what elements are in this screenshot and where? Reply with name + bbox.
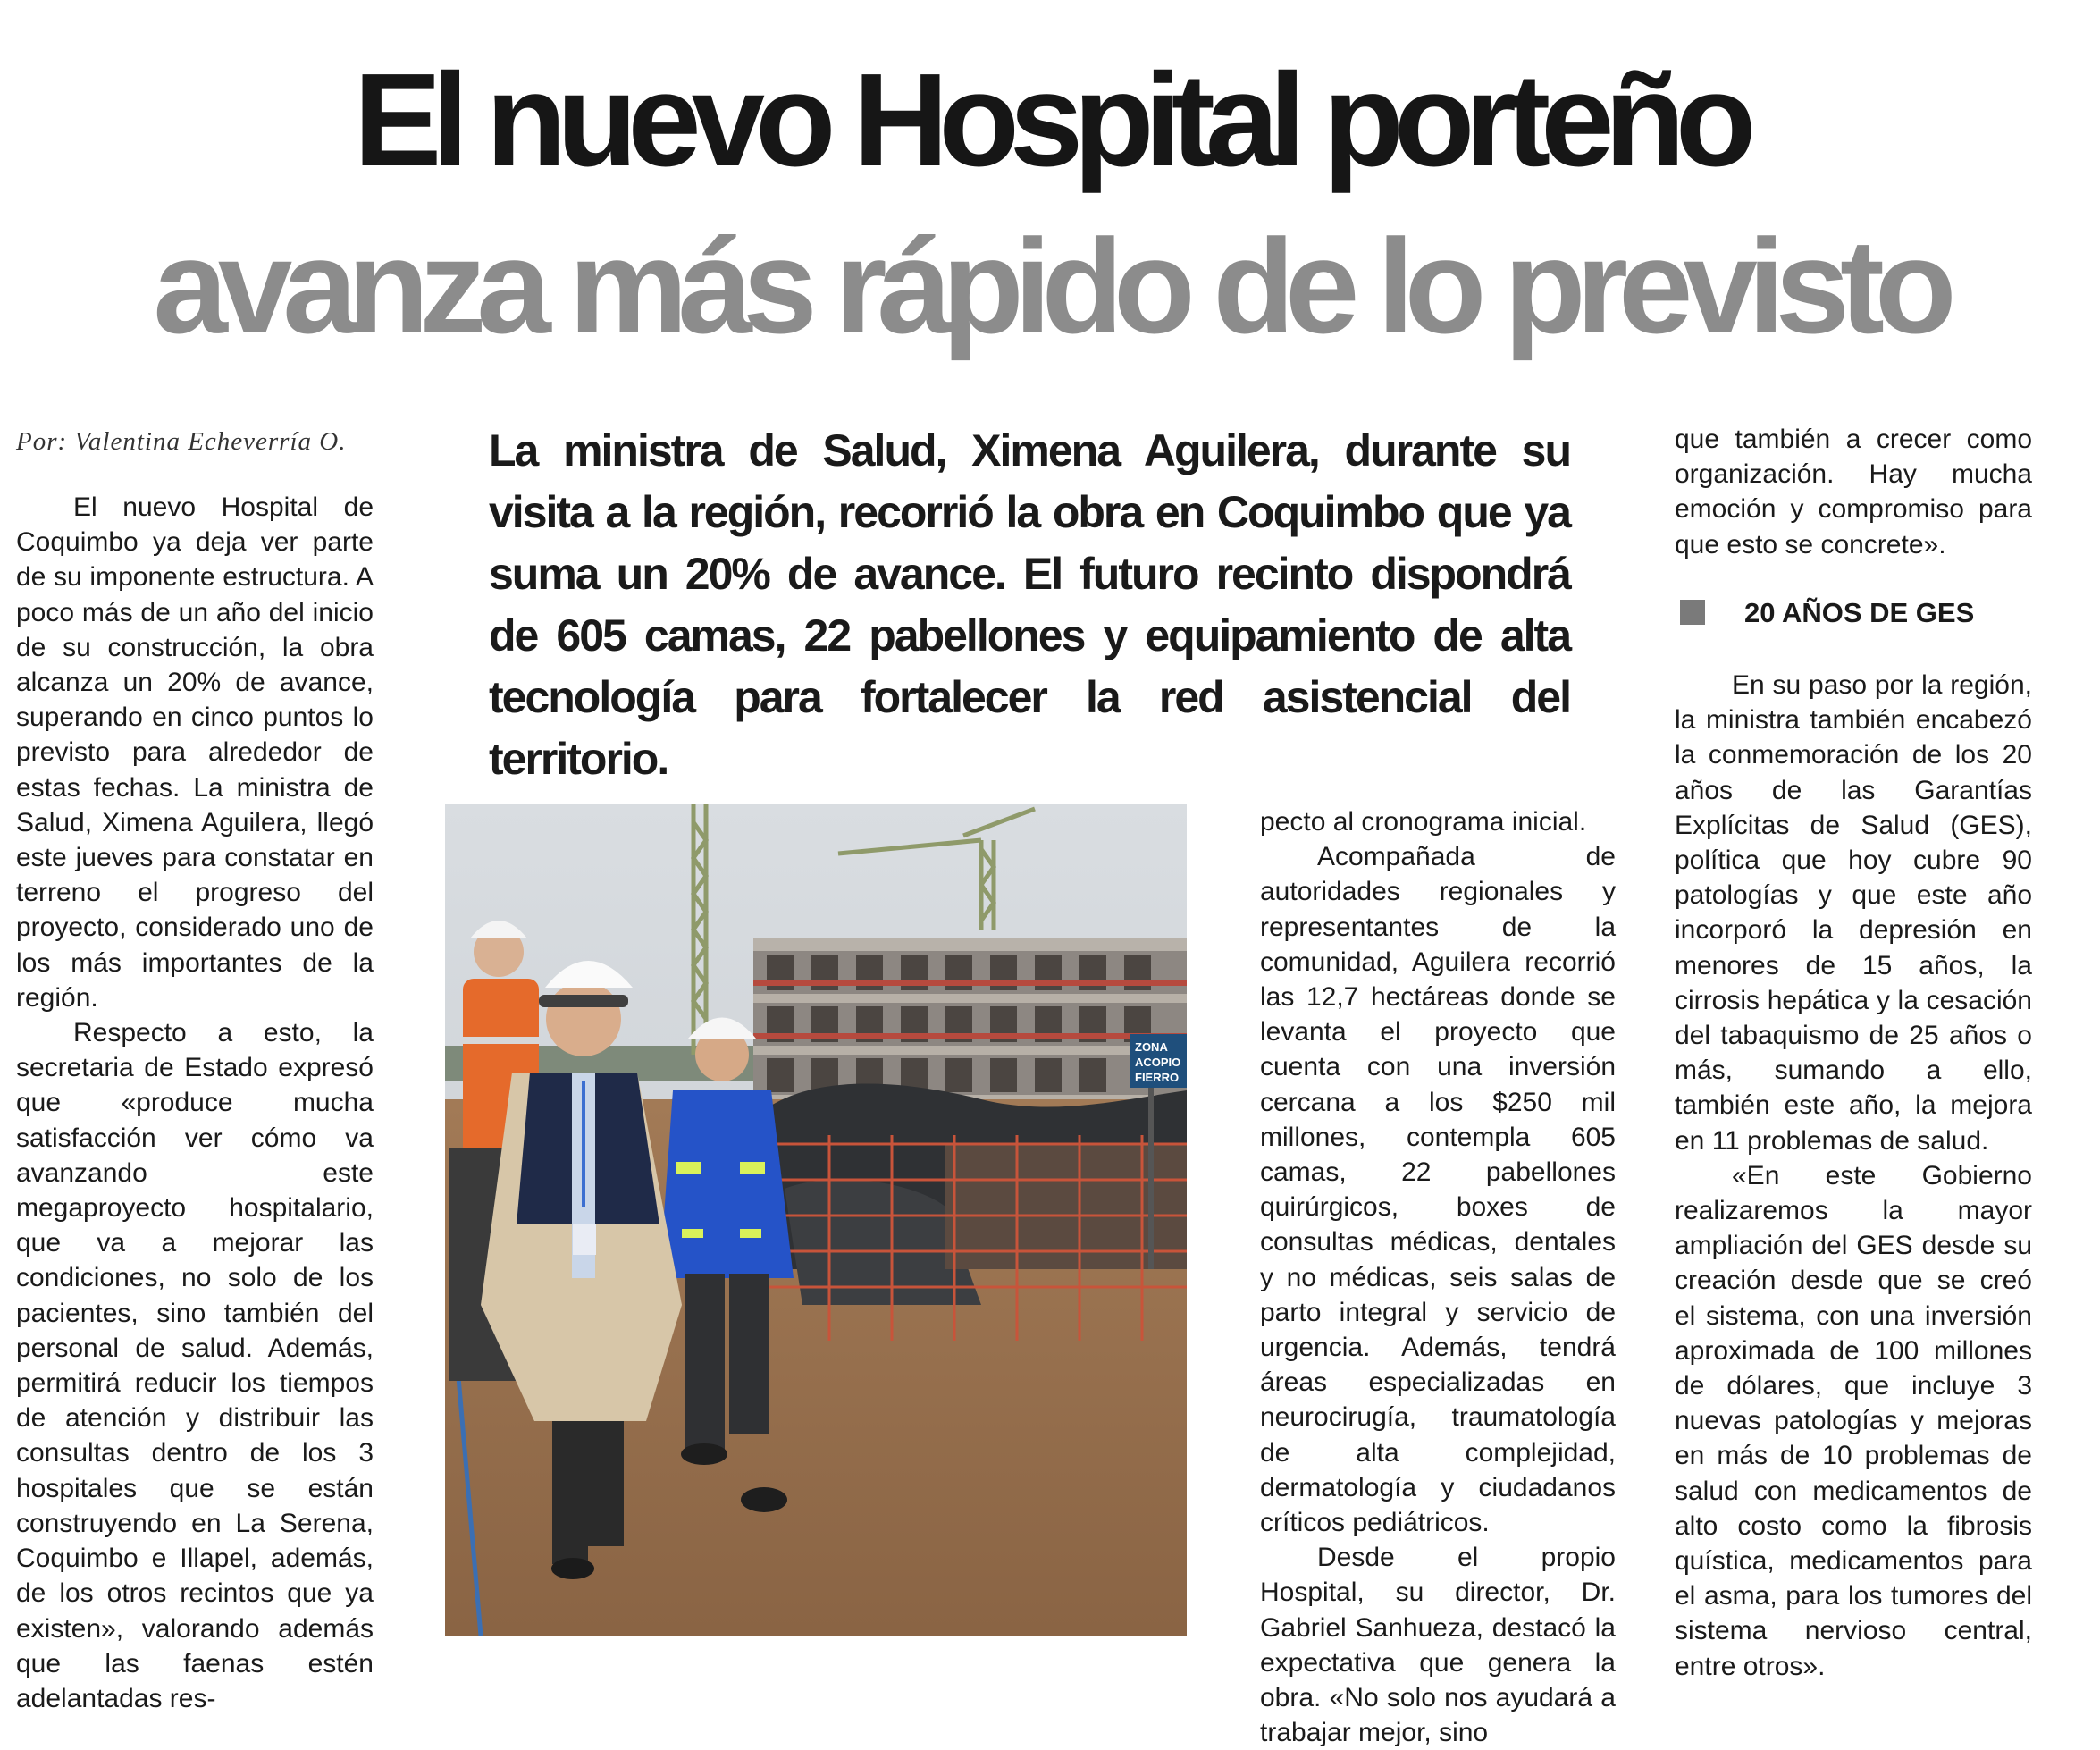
- byline: Por: Valentina Echeverría O.: [16, 427, 347, 456]
- column-2-paragraph: Acompañada de autoridades regionales y representantes de la comunidad, Aguilera recorrió las 12,7 hectáreas donde se levanta el proyecto que cuenta con una inversión cercana a los $250 mil millones, contempla 605 camas, 22 pabellones quirúrgicos, boxes de consultas médicas, dentales y no médicas, seis salas de parto integral y servicio de urgencia. Además, tendrá áreas especializadas en neurocirugía, traumatología de alta complejidad, dermatología y ciudadanos críticos pediátricos.: [1260, 842, 1616, 1538]
- column-1-paragraph: El nuevo Hospital de Coquimbo ya deja ver parte de su imponente estructura. A poco más de un año del inicio de su construcción, la obra alcanza un 20% de avance, superando en cinco puntos lo previsto para alrededor de estas fechas. La ministra de Salud, Ximena Aguilera, llegó este jueves para constatar en terreno el progreso del proyecto, considerado uno de los más importantes de la región.: [16, 492, 374, 1013]
- column-2: [1260, 804, 1616, 1750]
- column-1: [16, 490, 374, 1716]
- sign-line-1: ZONA: [1135, 1040, 1168, 1054]
- column-2-paragraph: Desde el propio Hospital, su director, Dr. Gabriel Sanhueza, destacó la expectativa que genera la obra. «No solo nos ayudará a trabajar mejor, sino: [1260, 1543, 1616, 1748]
- subheading-text: 20 AÑOS DE GES: [1744, 597, 1975, 628]
- sign-line-2: ACOPIO: [1135, 1056, 1181, 1069]
- subheading: [1680, 597, 1974, 629]
- square-bullet-icon: [1680, 600, 1705, 625]
- column-3-top: [1675, 422, 2032, 562]
- sign-line-3: FIERRO: [1135, 1071, 1180, 1084]
- column-3-continuation: que también a crecer como organización. Hay mucha emoción y compromiso para que esto se concrete».: [1675, 425, 2032, 559]
- column-3-paragraph: En su paso por la región, la ministra también encabezó la conmemoración de los 20 años de las Garantías Explícitas de Salud (GES), política que hoy cubre 90 patologías y que este año incorporó la depresión en menores de 15 años, la cirrosis hepática y la cesación del tabaquismo de 25 años o más, sumando a ello, también este año, la mejora en 11 problemas de salud.: [1675, 670, 2032, 1156]
- column-2-paragraph: pecto al cronograma inicial.: [1260, 807, 1587, 837]
- column-1-paragraph: Respecto a esto, la secretaria de Estado expresó que «produce mucha satisfacción ver cómo va avanzando este megaproyecto hospitalario, que va a mejorar las condiciones, no solo de los pacientes, sino también del personal de salud. Además, permitirá reducir los tiempos de atención y distribuir las consultas dentro de los 3 hospitales que se están construyendo en La Serena, Coquimbo e Illapel, además, de los otros recintos que ya existen», valorando además que las faenas estén adelantadas res-: [16, 1018, 374, 1713]
- headline-line-1: El nuevo Hospital porteño: [353, 46, 1747, 194]
- column-3-paragraph: «En este Gobierno realizaremos la mayor ampliación del GES desde su creación desde que se creó el sistema, con una inversión aproximada de 100 millones de dólares, que incluye 3 nuevas patologías y mejoras en más de 10 problemas de salud con medicamentos de alto costo como la fibrosis quística, medicamentos para el asma, para los tumores del sistema nervioso central, entre otros».: [1675, 1160, 2032, 1681]
- column-3: [1675, 668, 2032, 1684]
- headline-line-2: avanza más rápido de lo previsto: [153, 211, 1947, 361]
- article-photo: [445, 804, 1187, 1636]
- lead-paragraph: La ministra de Salud, Ximena Aguilera, durante su visita a la región, recorrió la obra en Coquimbo que ya suma un 20% de avance. El futuro recinto dispondrá de 605 camas, 22 pabellones y equipamiento de alta tecnología para fortalecer la red asistencial del territorio.: [489, 425, 1570, 784]
